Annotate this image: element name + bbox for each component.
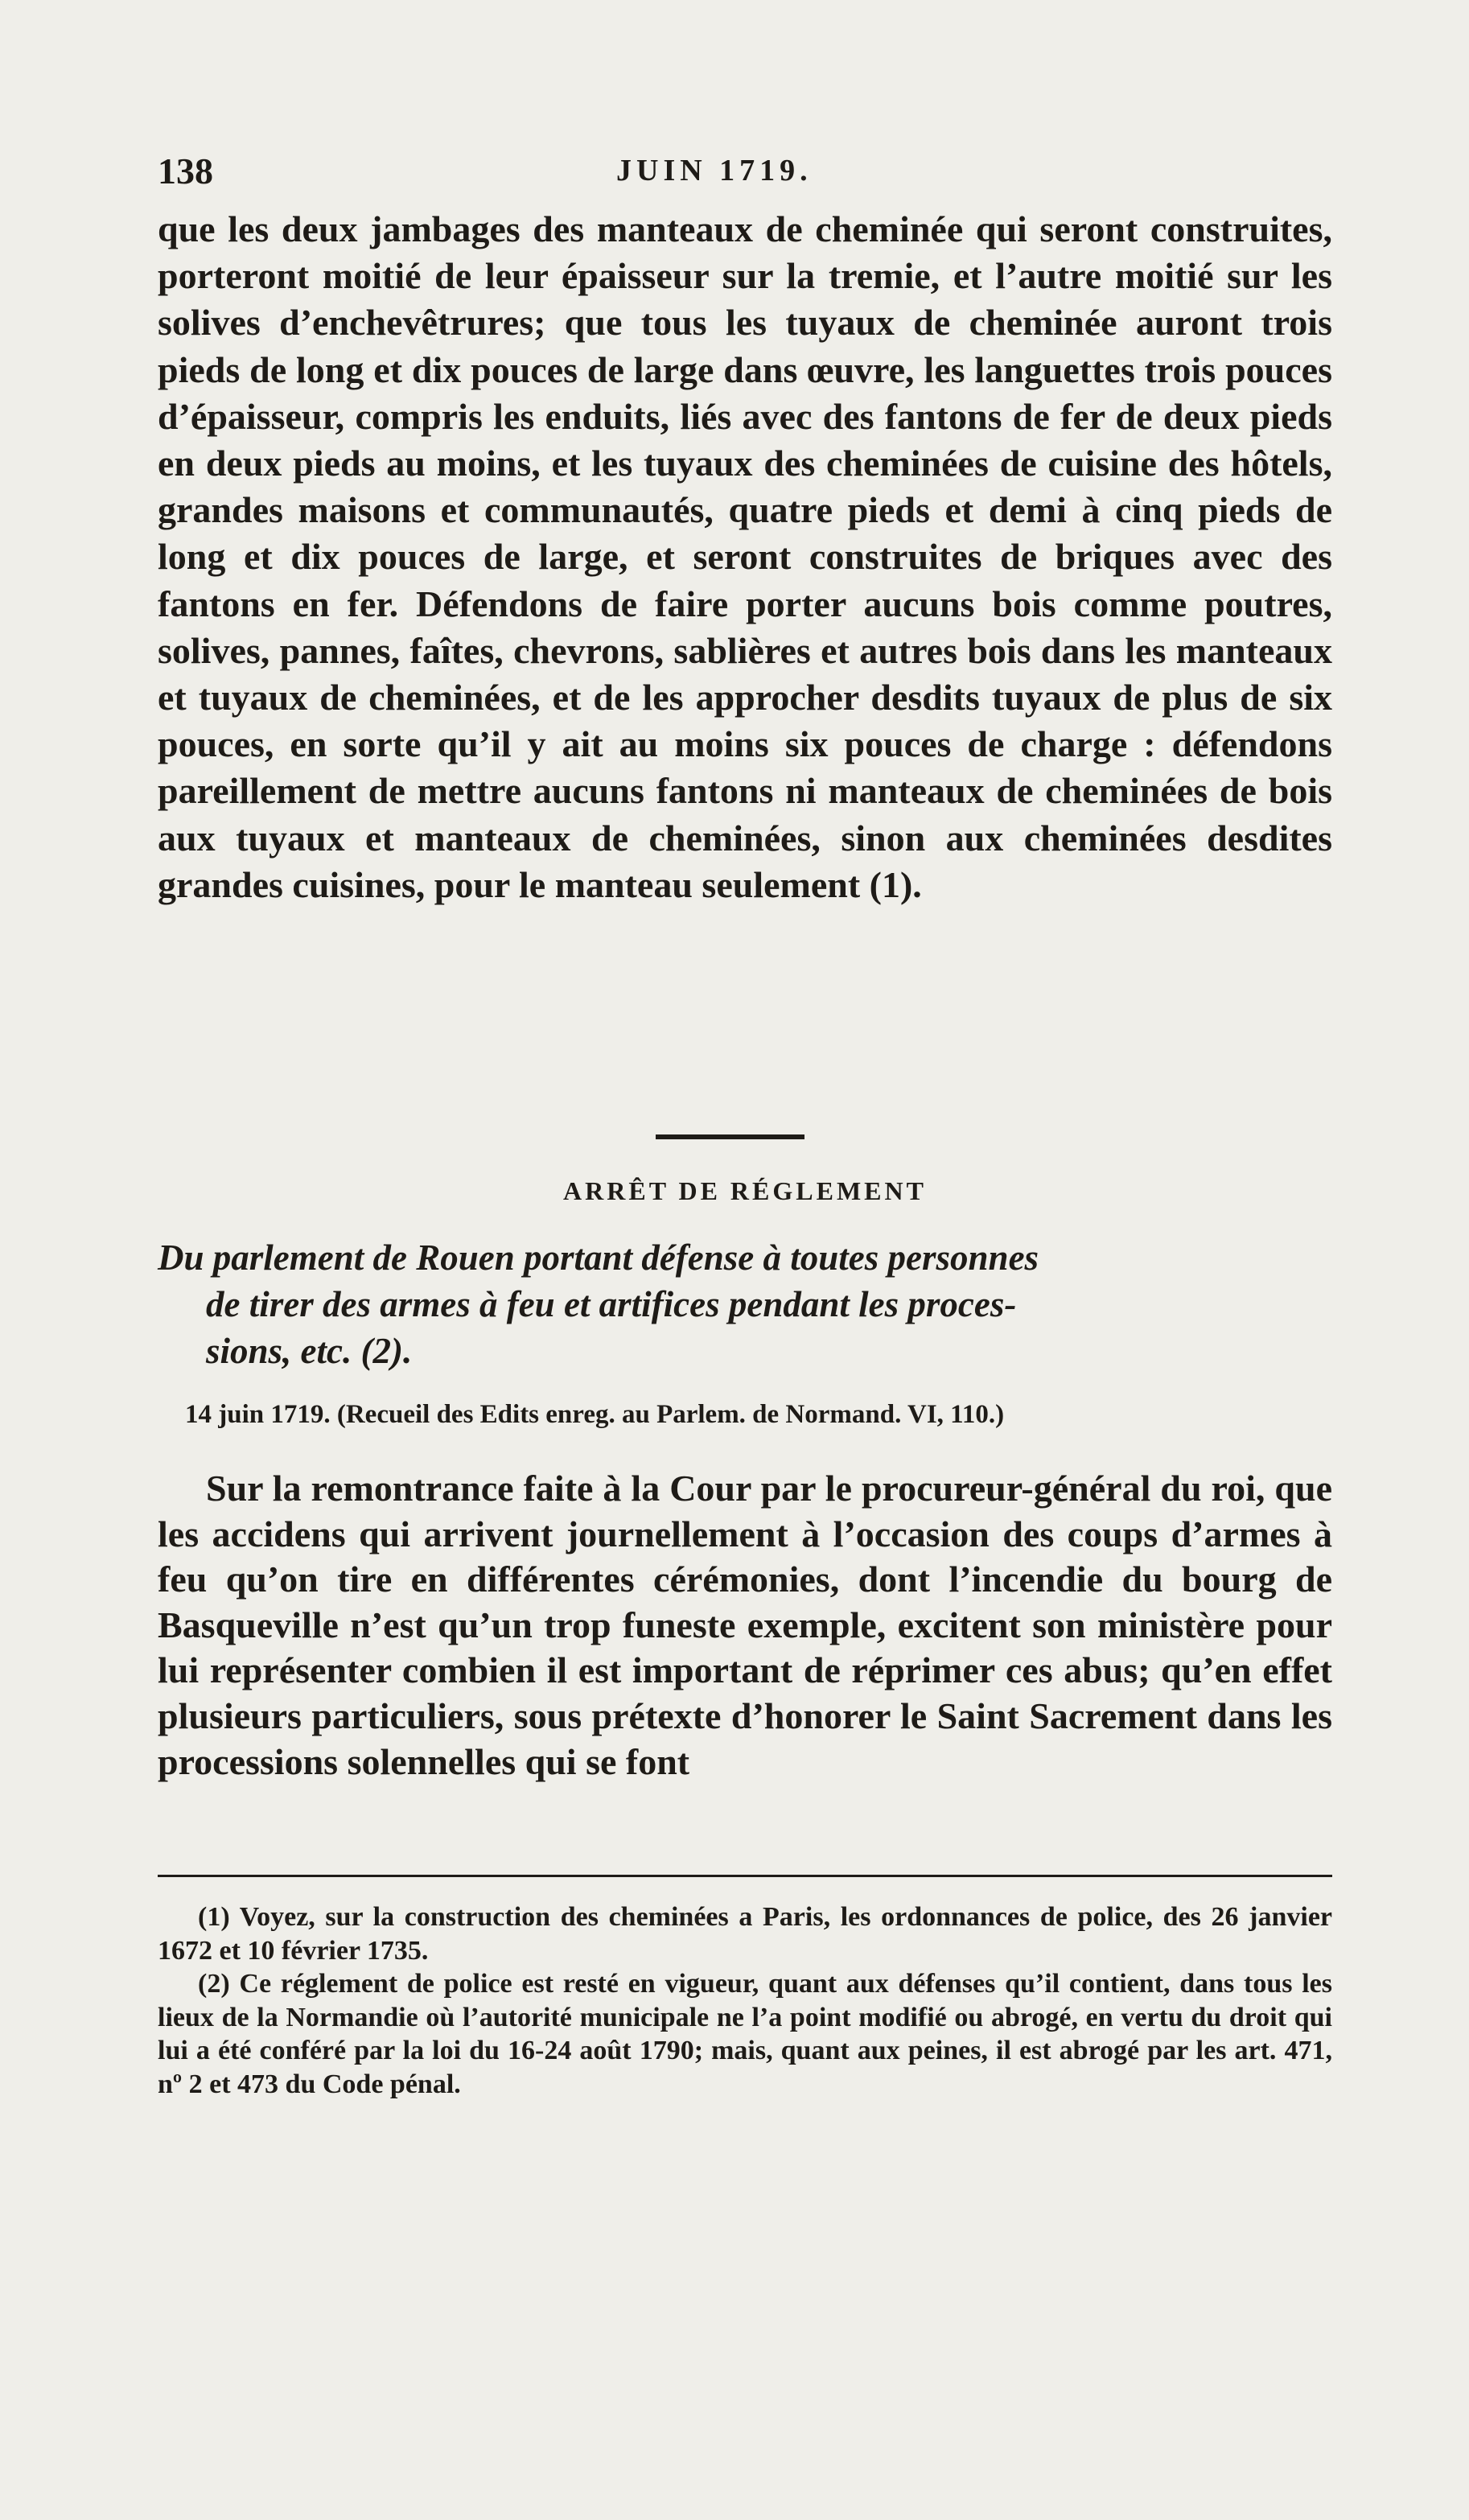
page-header (158, 150, 1332, 198)
footnote-1: (1) Voyez, sur la construction des cheminées a Paris, les ordonnances de police, des 26 janvier 1672 et 10 février 1735. (158, 1902, 1332, 1966)
body-paragraph-2: Sur la remontrance faite à la Cour par le procureur-général du roi, que les accidens qui arrivent journellement à l’occasion des coups d’armes à feu qu’on tire en différentes cérémonies, dont l’incendie du bourg de Basqueville n’est qu’un trop funeste exemple, excitent son ministère pour lui représenter combien il est important de réprimer ces abus; qu’en effet plusieurs particuliers, sous prétexte d’honorer le Saint Sacrement dans les processions solennelles qui se font (158, 1468, 1332, 1782)
section-divider (656, 1134, 804, 1139)
source-citation: 14 juin 1719. (Recueil des Edits enreg. au Parlem. de Normand. VI, 110.) (185, 1400, 1005, 1429)
footnotes (158, 1900, 1332, 2101)
section-subtitle (158, 1234, 1332, 1374)
footnote-rule (158, 1875, 1332, 1877)
body-paragraph-1: que les deux jambages des manteaux de cheminée qui seront construites, porteront moitié de leur épaisseur sur la tremie, et l’autre moitié sur les solives d’enchevêtrures; que tous les tuyaux de cheminée auront trois pieds de long et dix pouces de large dans œuvre, les languettes trois pouces d’épaisseur, compris les enduits, liés avec des fantons de fer de deux pieds en deux pieds au moins, et les tuyaux des cheminées de cuisine des hôtels, grandes maisons et communautés, quatre pieds et demi à cinq pieds de long et dix pouces de large, et seront construites de briques avec des fantons en fer. Défendons de faire porter aucuns bois comme poutres, solives, pannes, faîtes, chevrons, sablières et autres bois dans les manteaux et tuyaux de cheminées, et de les approcher desdits tuyaux de plus de six pouces, en sorte qu’il y ait au moins six pouces de charge : défendons pareillement de mettre aucuns fantons ni manteaux de cheminées de bois aux tuyaux et manteaux de cheminées, sinon aux cheminées desdites grandes cuisines, pour le manteau seulement (1). (158, 208, 1332, 905)
section-title: ARRÊT DE RÉGLEMENT (563, 1176, 927, 1205)
footnote-2: (2) Ce réglement de police est resté en vigueur, quant aux défenses qu’il contient, dans tous les lieux de la Normandie où l’autorité municipale ne l’a point modifié ou abrogé, en vertu du droit qui lui a été conféré par la loi du 16-24 août 1790; mais, quant aux peines, il est abrogé par les art. 471, nº 2 et 473 du Code pénal. (158, 1969, 1332, 2099)
page-number: 138 (158, 150, 213, 191)
subtitle-line: Du parlement de Rouen portant défense à toutes personnes (158, 1237, 1039, 1278)
subtitle-line: sions, etc. (2). (206, 1331, 413, 1371)
subtitle-line: de tirer des armes à feu et artifices pendant les proces- (206, 1284, 1017, 1324)
running-head: JUIN 1719. (616, 154, 813, 187)
